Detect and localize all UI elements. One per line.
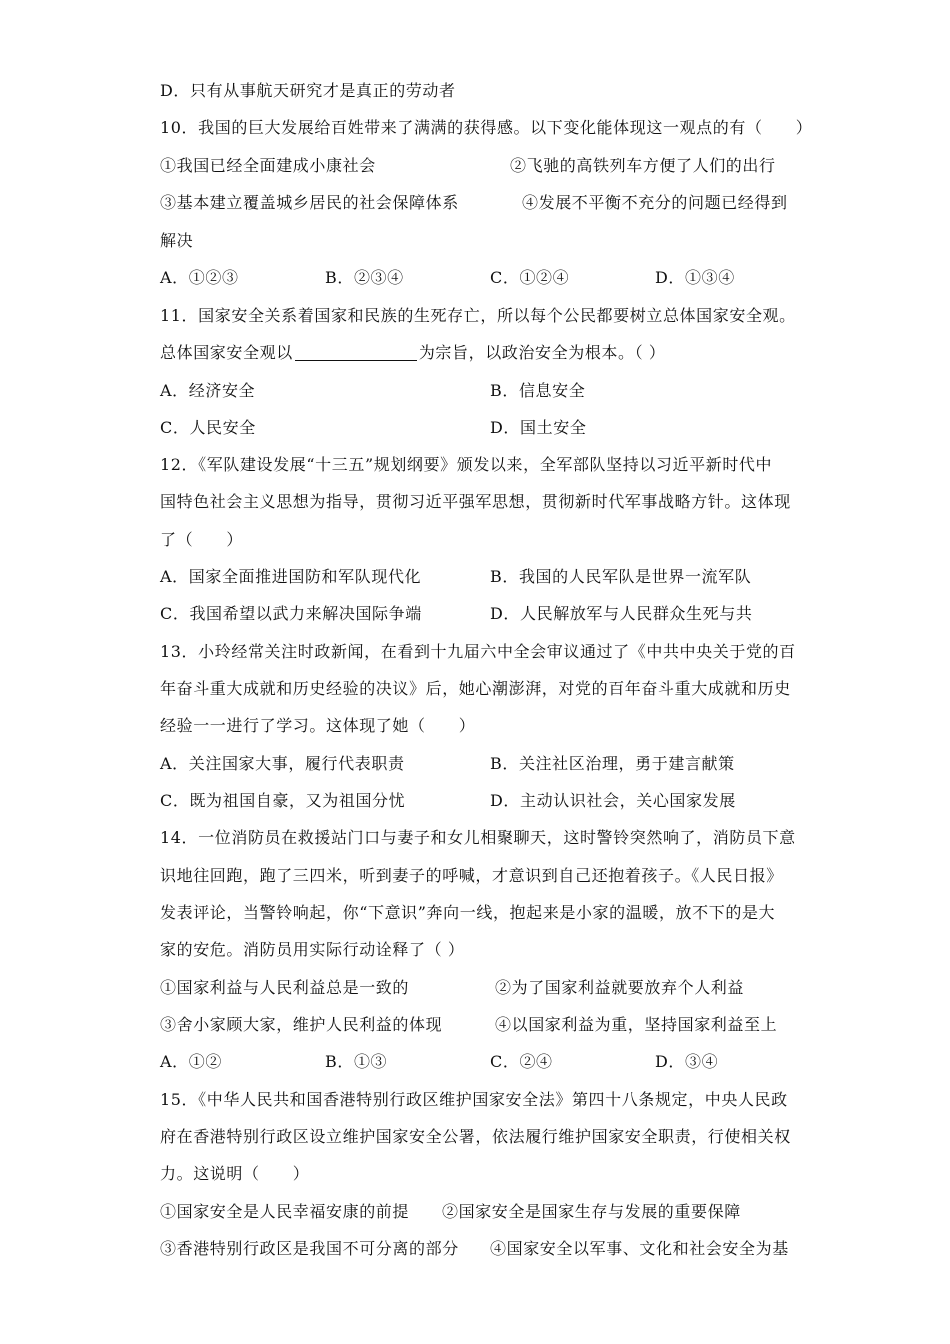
q12-option-b: B．我国的人民军队是世界一流军队: [490, 567, 752, 586]
q14-statement-1: ①国家利益与人民利益总是一致的: [160, 978, 410, 997]
q11-stem-line-2: [160, 342, 666, 364]
answer-blank: [295, 344, 417, 361]
q13-stem-line-2: 年奋斗重大成就和历史经验的决议》后，她心潮澎湃，对党的百年奋斗重大成就和历史: [160, 679, 791, 698]
q15-stem-line-2: 府在香港特别行政区设立维护国家安全公署，依法履行维护国家安全职责，行使相关权: [160, 1127, 791, 1146]
q14-stem-line-2: 识地往回跑，跑了三四米，听到妻子的呼喊，才意识到自己还抱着孩子。《人民日报》: [160, 866, 783, 885]
q13-option-d: D．主动认识社会，关心国家发展: [490, 791, 736, 810]
q14-option-a: A．①②: [160, 1052, 222, 1071]
q10-option-b: B．②③④: [325, 268, 404, 287]
q15-statement-1: ①国家安全是人民幸福安康的前提: [160, 1202, 410, 1221]
q9-option-d: D．只有从事航天研究才是真正的劳动者: [160, 81, 456, 100]
q11-option-a: A．经济安全: [160, 381, 256, 400]
q14-stem-line-3: 发表评论，当警铃响起，你“下意识”奔向一线，抱起来是小家的温暖，放不下的是大: [160, 903, 776, 922]
q14-statement-3: ③舍小家顾大家，维护人民利益的体现: [160, 1015, 443, 1034]
q11-option-b: B．信息安全: [490, 381, 586, 400]
q10-statement-3: ③基本建立覆盖城乡居民的社会保障体系: [160, 193, 459, 212]
q10-option-c: C．①②④: [490, 268, 570, 287]
q10-statement-1: ①我国已经全面建成小康社会: [160, 156, 376, 175]
q10-stem: 10．我国的巨大发展给百姓带来了满满的获得感。以下变化能体现这一观点的有（ ）: [160, 118, 813, 137]
q11-option-c: C．人民安全: [160, 418, 256, 437]
q14-option-c: C．②④: [490, 1052, 553, 1071]
q14-statement-2: ②为了国家利益就要放弃个人利益: [495, 978, 745, 997]
q15-statement-2: ②国家安全是国家生存与发展的重要保障: [442, 1202, 741, 1221]
q12-stem-line-3: 了（ ）: [160, 530, 244, 549]
q10-statement-4-cont: 解决: [160, 231, 194, 250]
q14-option-b: B．①③: [325, 1052, 388, 1071]
q11-stem-prefix: 总体国家安全观以: [160, 343, 293, 362]
q10-statement-4: ④发展不平衡不充分的问题已经得到: [522, 193, 788, 212]
q13-stem-line-3: 经验一一进行了学习。这体现了她（ ）: [160, 716, 476, 735]
q10-statement-2: ②飞驰的高铁列车方便了人们的出行: [510, 156, 776, 175]
q14-stem-line-1: 14．一位消防员在救援站门口与妻子和女儿相聚聊天，这时警铃突然响了，消防员下意: [160, 828, 796, 847]
q15-statement-3: ③香港特别行政区是我国不可分离的部分: [160, 1239, 459, 1258]
q15-stem-line-3: 力。这说明（ ）: [160, 1164, 310, 1183]
q10-option-d: D．①③④: [655, 268, 735, 287]
q12-stem-line-1: 12．《军队建设发展“十三五”规划纲要》颁发以来，全军部队坚持以习近平新时代中: [160, 455, 773, 474]
q13-option-c: C．既为祖国自豪，又为祖国分忧: [160, 791, 406, 810]
q12-option-d: D．人民解放军与人民群众生死与共: [490, 604, 753, 623]
q11-option-d: D．国土安全: [490, 418, 587, 437]
q15-statement-4: ④国家安全以军事、文化和社会安全为基: [490, 1239, 789, 1258]
q12-option-a: A．国家全面推进国防和军队现代化: [160, 567, 422, 586]
q13-option-b: B．关注社区治理，勇于建言献策: [490, 754, 735, 773]
q11-stem-suffix: 为宗旨，以政治安全为根本。（ ）: [418, 343, 666, 362]
q14-option-d: D．③④: [655, 1052, 719, 1071]
q14-stem-line-4: 家的安危。消防员用实际行动诠释了（ ）: [160, 940, 465, 959]
q13-stem-line-1: 13．小玲经常关注时政新闻，在看到十九届六中全会审议通过了《中共中央关于党的百: [160, 642, 796, 661]
q12-option-c: C．我国希望以武力来解决国际争端: [160, 604, 422, 623]
q12-stem-line-2: 国特色社会主义思想为指导，贯彻习近平强军思想，贯彻新时代军事战略方针。这体现: [160, 492, 791, 511]
q13-option-a: A．关注国家大事，履行代表职责: [160, 754, 405, 773]
q11-stem-line-1: 11．国家安全关系着国家和民族的生死存亡，所以每个公民都要树立总体国家安全观。: [160, 306, 796, 325]
q14-statement-4: ④以国家利益为重，坚持国家利益至上: [495, 1015, 778, 1034]
q10-option-a: A．①②③: [160, 268, 239, 287]
q15-stem-line-1: 15．《中华人民共和国香港特别行政区维护国家安全法》第四十八条规定，中央人民政: [160, 1090, 788, 1109]
